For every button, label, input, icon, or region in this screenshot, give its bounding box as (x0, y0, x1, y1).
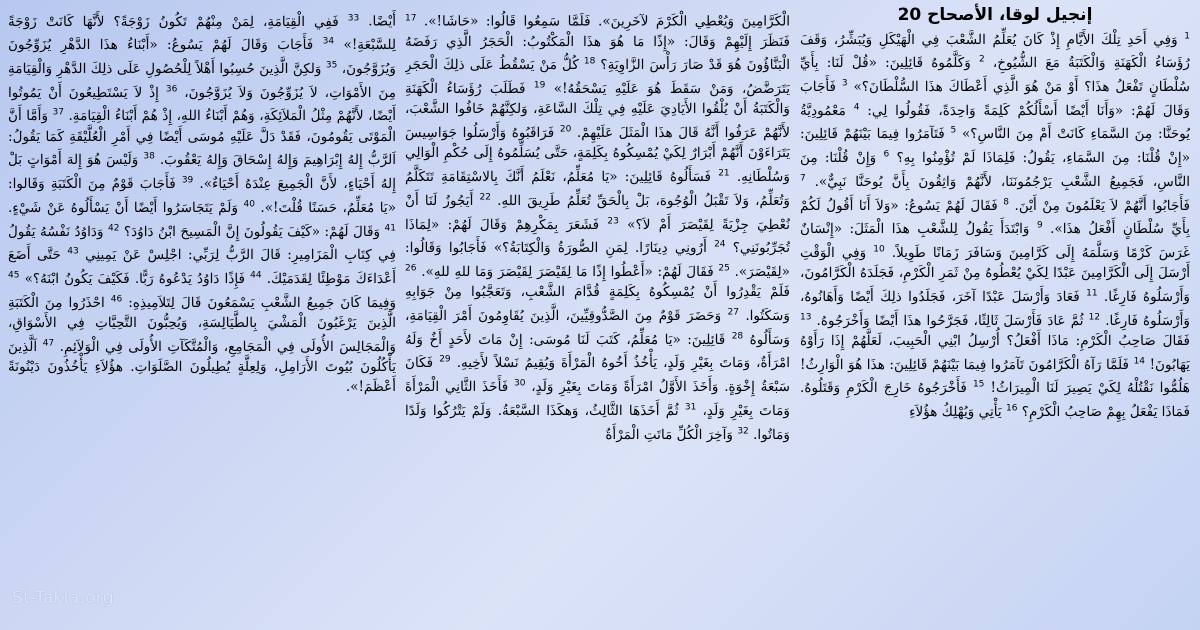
verse-text: وَلكِنَّ الَّذِينَ حُسِبُوا أَهْلاً لِلْحُصُولِ عَلَى ذلِكَ الدَّهْرِ وَالْقِيَامَةِ مِنَ الأَمْوَاتِ، لاَ يُزَوِّجُونَ وَلاَ يُزَوَّجُونَ، (8, 61, 396, 101)
verse (8, 200, 255, 216)
verse-text: مَعْمُودِيَّةُ يُوحَنَّا: مِنَ السَّمَاءِ كَانَتْ أَمْ مِنَ النَّاسِ؟» (800, 102, 1190, 143)
verse-number: 17 (405, 13, 417, 23)
verse (605, 427, 748, 443)
verse-text: وَلَمْ يَتَجَاسَرُوا أَيْضًا أَنْ يَسْأَلُوهُ عَنْ شَيْءٍ. (8, 199, 239, 216)
verse-number: 39 (181, 175, 194, 186)
site-watermark: St-Takla.org (12, 588, 114, 608)
verse-text: فَقَالَ لَهُمْ يَسُوعُ: «وَلاَ أَنَا أَقُولُ لَكُمْ بِأَيِّ سُلْطَانٍ أَفْعَلُ هذَا». (800, 197, 1190, 238)
verse-text: فَطَلَبَ رُؤَسَاءُ الْكَهَنَةِ وَالْكَتَبَةُ أَنْ يُلْقُوا الأَيَادِيَ عَلَيْهِ فِي تِلْكَ السَّاعَةِ، وَلكِنَّهُمْ خَافُوا الشَّعْبَ، لأَنَّهُمْ عَرَفُوا أَنَّهُ قَالَ هذَا الْمَثَلَ عَلَيْهِمْ. (405, 81, 790, 142)
chapter-title: إنجيل لوقا، الأصحاح 20 (897, 5, 1093, 25)
verse-number: 38 (143, 151, 155, 162)
verse-number: 24 (714, 239, 726, 250)
verse-text: أَرُونِي دِينَارًا. لِمَنِ الصُّورَةُ وَالْكِتَابَةُ؟» فَأَجَابُوا وَقَالُوا: «لِقَيْصَرَ». (405, 240, 790, 281)
verse-number: 5 (950, 125, 957, 136)
verse-number: 42 (108, 223, 120, 234)
verse-number: 11 (1086, 288, 1098, 299)
verse-text: يَأْتِي وَيُهْلِكُ هؤُلاَءِ (909, 404, 1002, 421)
verse-number: 10 (873, 244, 885, 255)
verse-number: 3 (841, 78, 848, 89)
verse-number: 35 (325, 60, 338, 71)
verse-text: وَابْتَدَأَ يَقُولُ لِلشَّعْبِ هذَا الْمَثَلَ: «إِنْسَانٌ غَرَسَ كَرْمًا وَسَلَّمَهُ إِلَى كَرَّامِينَ وَسَافَرَ زَمَانًا طَوِيلاً. (800, 221, 1190, 262)
verse-number: 20 (559, 124, 572, 135)
verse-text: فَفِي الْقِيَامَةِ، لِمَنْ مِنْهُمْ تَكُونُ زَوْجَةً؟ لأَنَّهَا كَانَتْ زَوْجَةً لِلسَّبْعَةِ!» (8, 13, 396, 54)
text-column-left (8, 8, 396, 614)
verse (811, 313, 1100, 329)
verse-text: ثُمَّ أَخَذَهَا الثَّالِثُ، وَهكَذَا السَّبْعَةُ. وَلَمْ يَتْرُكُوا وَلَدًا وَمَاتُوا. (405, 402, 790, 443)
verse-number: 12 (1088, 312, 1101, 323)
verse-text: إِذْ لاَ يَسْتَطِيعُونَ أَنْ يَمُوتُوا أَيْضًا، لأَنَّهُمْ مِثْلُ الْمَلاَئِكَةِ، وَهُمْ أَبْنَاءُ اللهِ، إِذْ هُمْ أَبْنَاءُ الْقِيَامَةِ. (8, 84, 396, 125)
verse-number: 6 (883, 149, 890, 160)
verse-text: وَآخِرَ الْكُلِّ مَاتَتِ الْمَرْأَةُ (605, 426, 733, 443)
verse-number: 45 (8, 270, 20, 281)
verse-text: فَلَمَّا رَآهُ الْكَرَّامُونَ تَآمَرُوا فِيمَا بَيْنَهُمْ قَائِلِينَ: هذَا هُوَ الْوَارِثُ! هَلُمُّوا نَقْتُلْهُ لِكَيْ يَصِيرَ لَنَا الْمِيرَاثُ! (800, 356, 1190, 397)
verse-text: فَعَادَ وَأَرْسَلَ عَبْدًا آخَرَ، فَجَلَدُوا ذلِكَ أَيْضًا وَأَهَانُوهُ، وَأَرْسَلُوهُ فَارِغًا. (800, 289, 1190, 329)
verse-number: 13 (800, 312, 812, 323)
verse-text: فَشَعَرَ بِمَكْرِهِمْ وَقَالَ لَهُمْ: «لِمَاذَا تُجَرِّبُونَنِي؟ (405, 216, 790, 257)
verse (909, 404, 1017, 420)
verse-number: 1 (1184, 31, 1190, 41)
verse (19, 271, 261, 287)
verse-number: 14 (1133, 356, 1146, 367)
verse-number: 7 (800, 173, 806, 184)
verse-text: فَسَأَلُوهُ قَائِلِينَ: «يَا مُعَلِّمُ، نَعْلَمُ أَنَّكَ بِالاسْتِقَامَةِ تَتَكَلَّمُ وَتُعَلِّمُ، وَلاَ تَقْبَلُ الْوُجُوهَ، بَلْ بِالْحَقِّ تُعَلِّمُ طَرِيقَ اللهِ. (405, 169, 790, 209)
verse-number: 25 (718, 263, 730, 274)
verse-text: فَإِذًا دَاوُدُ يَدْعُوهُ رَبًّا. فَكَيْفَ يَكُونُ ابْنَهُ؟» (24, 271, 246, 288)
verse-number: 22 (479, 192, 491, 203)
verse-text: فَلَمْ يَقْدِرُوا أَنْ يُمْسِكُوهُ بِكَلِمَةٍ قُدَّامَ الشَّعْبِ، وَتَعَجَّبُوا مِنْ جَوَابِهِ وَسَكَتُوا. (405, 284, 790, 324)
verse-text: وَقَالَ لَهُمْ: «كَيْفَ يَقُولُونَ إِنَّ الْمَسِيحَ ابْنُ دَاوُدَ؟ (123, 223, 381, 240)
verse-number: 9 (1036, 220, 1043, 231)
verse-number: 26 (405, 263, 417, 274)
verse-text: وَفِيمَا كَانَ جَمِيعُ الشَّعْبِ يَسْمَعُونَ قَالَ لِتَلاَمِيذِهِ: (128, 294, 396, 311)
verse-number: 28 (731, 331, 744, 342)
verse-number: 32 (737, 426, 749, 437)
verse-text: وَحَضَرَ قَوْمٌ مِنَ الصَّدُّوقِيِّينَ، الَّذِينَ يُقَاوِمُونَ أَمْرَ الْقِيَامَةِ، وَسَأَلُوهُ (405, 307, 790, 348)
verse-text: وَإِنْ قُلْنَا: مِنَ النَّاسِ، فَجَمِيعُ الشَّعْبِ يَرْجُمُونَنَا، لأَنَّهُمْ وَاثِقُونَ بِأَنَّ يُوحَنَّا نَبِيٌّ». (800, 150, 1190, 190)
verse-text: وَلَيْسَ هُوَ إِلهَ أَمْوَاتٍ بَلْ إِلهُ أَحْيَاءٍ، لأَنَّ الْجَمِيعَ عِنْدَهُ أَحْيَاءٌ». (8, 152, 396, 193)
verse-text: فَتَآمَرُوا فِيمَا بَيْنَهُمْ قَائِلِينَ: «إِنْ قُلْنَا: مِنَ السَّمَاءِ، يَقُولُ: فَلِمَاذَا لَمْ تُؤْمِنُوا بِهِ؟ (800, 126, 1190, 167)
verse-text: وَفِي الْوَقْتِ أَرْسَلَ إِلَى الْكَرَّامِينَ عَبْدًا لِكَيْ يُعْطُوهُ مِنْ ثَمَرِ الْكَرْمِ، فَجَلَدَهُ الْكَرَّامُونَ، وَأَرْسَلُوهُ فَارِغًا. (800, 245, 1190, 306)
verse-number: 34 (322, 36, 335, 47)
verse (416, 14, 790, 30)
verse-number: 37 (52, 107, 64, 118)
verse-text: فَقَالَ صَاحِبُ الْكَرْمِ: مَاذَا أَفْعَلُ؟ أُرْسِلُ ابْنِي الْحَبِيبَ، لَعَلَّهُمْ إِذَا رَأَوْهُ يَهَابُونَ! (800, 333, 1190, 373)
verse-number: 8 (1003, 197, 1009, 208)
verse-text: فَكَانَ سَبْعَةُ إِخْوَةٍ. وَأَخَذَ الأَوَّلُ امْرَأَةً وَمَاتَ بِغَيْرِ وَلَدٍ، (405, 355, 790, 396)
verse-text: فَأَخَذَ الثَّانِي الْمَرْأَةَ وَمَاتَ بِغَيْرِ وَلَدٍ، (405, 379, 790, 419)
verse-text: وَدَاوُدُ نَفْسُهُ يَقُولُ فِي كِتَابِ الْمَزَامِيرِ: قَالَ الرَّبُّ لِرَبِّي: اجْلِسْ عَنْ يَمِينِي (8, 223, 396, 264)
verse-number: 33 (347, 13, 360, 23)
verse-number: 36 (165, 84, 178, 95)
verse-number: 29 (439, 354, 451, 365)
verse-number: 23 (607, 216, 619, 227)
verse-text: فَأَجَابَ وَقَالَ لَهُمْ يَسُوعُ: «أَبْنَاءُ هذَا الدَّهْرِ يُزَوِّجُونَ وَيُزَوَّجُونَ، (8, 37, 396, 77)
verse-number: 16 (1006, 403, 1018, 414)
text-column-right (800, 26, 1190, 611)
verse-number: 18 (583, 56, 596, 67)
verse-text: كُلُّ مَنْ يَسْقُطُ عَلَى ذلِكَ الْحَجَرِ يَتَرَضَّضُ، وَمَنْ سَقَطَ هُوَ عَلَيْهِ يَسْحَقُهُ!» (405, 57, 790, 98)
verse-text: فَأَخْرَجُوهُ خَارِجَ الْكَرْمِ وَقَتَلُوهُ. فَمَاذَا يَفْعَلُ بِهِمْ صَاحِبُ الْكَرْمِ؟ (800, 380, 1190, 421)
verse-number: 44 (250, 270, 262, 281)
verse-text: فَقَالَ لَهُمْ: «أَعْطُوا إِذًا مَا لِقَيْصَرَ لِقَيْصَرَ وَمَا للهِ للهِ». (421, 264, 714, 281)
verse-text: أَيْضًا. (368, 13, 396, 30)
verse-number: 15 (972, 379, 985, 390)
verse-number: 41 (384, 223, 396, 234)
verse-number: 47 (42, 338, 55, 349)
verse-number: 43 (67, 246, 79, 257)
verse-number: 31 (684, 402, 697, 413)
verse-text: أَيَجُوزُ لَنَا أَنْ نُعْطِيَ جِزْيَةً لِقَيْصَرَ أَمْ لاَ؟» (405, 192, 790, 233)
verse-text: وَكَلَّمُوهُ قَائِلِينَ: «قُلْ لَنَا: بِأَيِّ سُلْطَانٍ تَفْعَلُ هذَا؟ أَوْ مَنْ هُوَ الَّذِي أَعْطَاكَ هذَا السُّلْطَانَ؟» (800, 55, 1190, 95)
verse-number: 30 (514, 378, 526, 389)
verse-text: قَائِلِينَ: «يَا مُعَلِّمُ، كَتَبَ لَنَا مُوسَى: إِنْ مَاتَ لأَحَدٍ أَخٌ وَلَهُ امْرَأَةٌ، وَمَاتَ بِغَيْرِ وَلَدٍ، يَأْخُذُ أَخُوهُ الْمَرْأَةَ وَيُقِيمُ نَسْلاً لأَخِيهِ. (405, 331, 790, 372)
verse-number: 46 (110, 294, 123, 305)
verse (119, 224, 396, 240)
verse-text: اَلَّذِينَ يَأْكُلُونَ بُيُوتَ الأَرَامِلِ، وَلِعِلَّةٍ يُطِيلُونَ الصَّلَوَاتِ. هؤُلاَءِ يَأْخُذُونَ دَيْنُونَةً أَعْظَمَ!». (8, 338, 396, 396)
verse-number: 19 (533, 80, 546, 91)
verse-number: 27 (727, 307, 739, 318)
verse-text: احْذَرُوا مِنَ الْكَتَبَةِ الَّذِينَ يَرْغَبُونَ الْمَشْيَ بِالطَّيَالِسَةِ، وَيُحِبُّونَ التَّحِيَّاتِ فِي الأَسْوَاقِ، وَالْمَجَالِسَ الأُولَى فِي الْمَجَامِعِ، وَالْمُتَّكَآتِ الأُولَى فِي الْوَلاَئِمِ. (8, 294, 396, 355)
verse-number: 2 (978, 54, 985, 65)
verse-text: فَأَجَابُوا أَنَّهُمْ لاَ يَعْلَمُونَ مِنْ أَيْنَ. (1014, 197, 1190, 214)
verse-text: فَأَجَابَ وَقَالَ لَهُمْ: «وَأَنَا أَيْضًا أَسْأَلُكُمْ كَلِمَةً وَاحِدَةً، فَقُولُوا لِي: (800, 79, 1190, 119)
verse-number: 21 (718, 168, 730, 179)
verse-text: وَأَمَّا أَنَّ الْمَوْتَى يَقُومُونَ، فَقَدْ دَلَّ عَلَيْهِ مُوسَى أَيْضًا فِي أَمْرِ الْعُلَّيْقَةِ كَمَا يَقُولُ: اَلرَّبُّ إِلهُ إِبْرَاهِيمَ وَإِلهُ إِسْحَاقَ وَإِلهُ يَعْقُوبَ. (8, 108, 396, 169)
verse-text: وَفِي أَحَدِ تِلْكَ الأَيَّامِ إِذْ كَانَ يُعَلِّمُ الشَّعْبَ فِي الْهَيْكَلِ وَيُبَشِّرُ، وَقَفَ رُؤَسَاءُ الْكَهَنَةِ وَالْكَتَبَةُ مَعَ الشُّيُوخِ، (800, 31, 1190, 72)
text-column-middle (405, 8, 790, 614)
verse-text: فَنَظَرَ إِلَيْهِمْ وَقَالَ: «إِذًا مَا هُوَ هذَا الْمَكْتُوبُ: الْحَجَرُ الَّذِي رَفَضَهُ الْبَنَّاؤُونَ هُوَ قَدْ صَارَ رَأْسَ الزَّاوِيَةِ؟ (405, 33, 790, 74)
verse (416, 264, 729, 280)
verse (405, 332, 790, 372)
verse-text: الْكَرَّامِينَ وَيُعْطِي الْكَرْمَ لآخَرِينَ». فَلَمَّا سَمِعُوا قَالُوا: «حَاشَا!». (423, 13, 790, 30)
verse-text: فَأَجَابَ قَوْمٌ مِنَ الْكَتَبَةِ وَقَالوا: «يَا مُعَلِّمُ، حَسَنًا قُلْتَ!». (8, 176, 396, 216)
verse-text: فَرَاقَبُوهُ وَأَرْسَلُوا جَوَاسِيسَ يَتَرَاءَوْنَ أَنَّهُمْ أَبْرَارٌ لِكَيْ يُمْسِكُوهُ بِكَلِمَةٍ، حَتَّى يُسَلِّمُوهُ إِلَى حُكْمِ الْوَالِي وَسُلْطَانِهِ. (405, 125, 790, 186)
verse-number: 4 (853, 102, 860, 113)
verse-number: 40 (243, 199, 255, 210)
verse (359, 14, 396, 30)
verse-text: ثُمَّ عَادَ فَأَرْسَلَ ثَالِثًا، فَجَرَّحُوا هذَا أَيْضًا وَأَخْرَجُوهُ. (816, 312, 1084, 329)
verse-text: حَتَّى أَضَعَ أَعْدَاءَكَ مَوْطِئًا لِقَدَمَيْكَ. (8, 247, 396, 288)
